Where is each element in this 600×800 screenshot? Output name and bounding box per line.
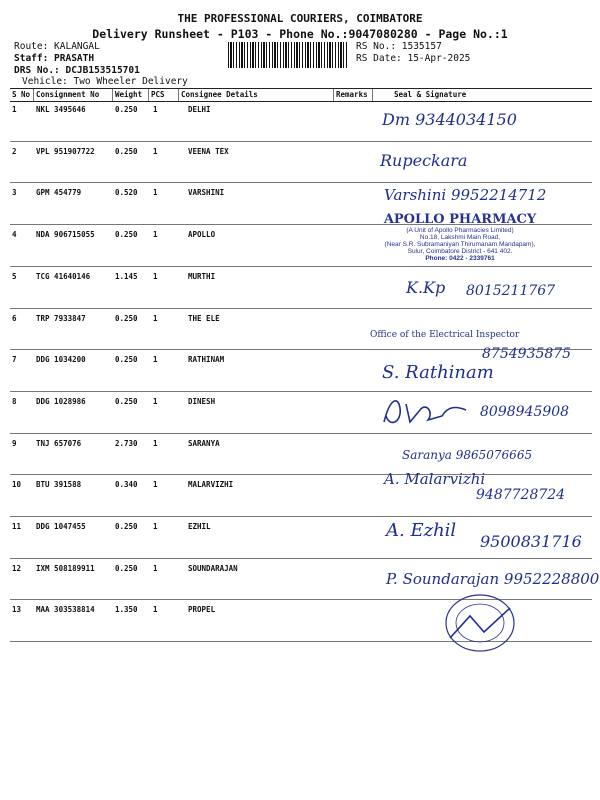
cell-sno: 9 xyxy=(12,439,17,448)
drs-number: DRS No.: DCJB153515701 xyxy=(14,65,140,76)
cell-consignee: THE ELE xyxy=(188,314,220,323)
cell-weight: 0.340 xyxy=(115,480,138,489)
cell-consignment: BTU 391588 xyxy=(36,480,82,489)
cell-sno: 11 xyxy=(12,522,22,531)
cell-pcs: 1 xyxy=(153,355,158,364)
col-divider xyxy=(178,89,179,101)
cell-sno: 6 xyxy=(12,314,17,323)
cell-consignment: NKL 3495646 xyxy=(36,105,86,114)
col-divider xyxy=(333,89,334,101)
barcode xyxy=(228,42,348,68)
cell-consignment: DDG 1047455 xyxy=(36,522,86,531)
cell-pcs: 1 xyxy=(153,522,158,531)
cell-pcs: 1 xyxy=(153,564,158,573)
company-title: THE PROFESSIONAL COURIERS, COIMBATORE xyxy=(177,12,423,25)
cell-weight: 0.250 xyxy=(115,564,138,573)
cell-pcs: 1 xyxy=(153,105,158,114)
col-weight: Weight xyxy=(115,90,143,99)
cell-consignee: DELHI xyxy=(188,105,211,114)
cell-pcs: 1 xyxy=(153,147,158,156)
signature-row-10-name: A. Malarvizhi xyxy=(384,470,486,488)
apollo-stamp-title: APOLLO PHARMACY xyxy=(383,212,537,227)
cell-weight: 0.250 xyxy=(115,314,138,323)
apollo-stamp-line5: Phone: 0422 - 2339761 xyxy=(425,255,495,262)
rs-number: RS No.: 1535157 xyxy=(356,41,442,52)
signature-row-5-name: K.Kp xyxy=(406,278,446,297)
signature-row-12: P. Soundarajan 9952228800 xyxy=(386,570,600,588)
row-separator xyxy=(10,182,592,183)
cell-weight: 0.520 xyxy=(115,188,138,197)
row-separator xyxy=(10,308,592,309)
cell-sno: 4 xyxy=(12,230,17,239)
row-separator xyxy=(10,558,592,559)
col-divider xyxy=(148,89,149,101)
staff: Staff: PRASATH xyxy=(14,53,95,64)
table-header-rule xyxy=(10,101,592,102)
cell-pcs: 1 xyxy=(153,480,158,489)
apollo-stamp-line3: (Near S.R. Subramaniyan Thirumanam Mandapam), xyxy=(384,241,536,248)
col-pcs: PCS xyxy=(151,90,165,99)
col-sno: S No xyxy=(12,90,31,99)
company-seal-stamp xyxy=(440,588,520,658)
cell-weight: 0.250 xyxy=(115,105,138,114)
cell-weight: 0.250 xyxy=(115,147,138,156)
cell-weight: 0.250 xyxy=(115,230,138,239)
cell-weight: 0.250 xyxy=(115,355,138,364)
signature-row-5-phone: 8015211767 xyxy=(466,283,556,299)
col-seal-signature: Seal & Signature xyxy=(394,90,467,99)
cell-weight: 2.730 xyxy=(115,439,138,448)
cell-consignment: TRP 7933847 xyxy=(36,314,86,323)
signature-row-8-scribble xyxy=(376,392,476,432)
cell-consignment: DDG 1034200 xyxy=(36,355,86,364)
cell-consignee: VARSHINI xyxy=(188,188,225,197)
cell-consignee: MALARVIZHI xyxy=(188,480,234,489)
cell-consignee: PROPEL xyxy=(188,605,216,614)
signature-row-8-phone: 8098945908 xyxy=(480,404,570,420)
signature-row-7-phone: 8754935875 xyxy=(482,346,572,362)
cell-sno: 12 xyxy=(12,564,22,573)
cell-pcs: 1 xyxy=(153,314,158,323)
row-separator xyxy=(10,391,592,392)
apollo-pharmacy-stamp xyxy=(360,212,560,262)
electrical-inspector-stamp: Office of the Electrical Inspector xyxy=(370,330,520,340)
cell-sno: 3 xyxy=(12,188,17,197)
signature-row-1: Dm 9344034150 xyxy=(382,110,517,129)
cell-weight: 0.250 xyxy=(115,522,138,531)
cell-consignment: GPM 454779 xyxy=(36,188,82,197)
cell-consignee: APOLLO xyxy=(188,230,216,239)
apollo-stamp-line4: Sulur, Coimbatore District - 641 402. xyxy=(407,248,513,255)
cell-pcs: 1 xyxy=(153,188,158,197)
signature-row-3: Varshini 9952214712 xyxy=(384,186,547,204)
cell-consignee: SOUNDARAJAN xyxy=(188,564,238,573)
vehicle: Vehicle: Two Wheeler Delivery xyxy=(22,76,188,87)
row-separator xyxy=(10,474,592,475)
cell-consignment: DDG 1028986 xyxy=(36,397,86,406)
cell-weight: 1.350 xyxy=(115,605,138,614)
cell-consignee: EZHIL xyxy=(188,522,211,531)
cell-pcs: 1 xyxy=(153,439,158,448)
cell-consignment: VPL 951907722 xyxy=(36,147,95,156)
row-separator xyxy=(10,516,592,517)
cell-pcs: 1 xyxy=(153,272,158,281)
cell-consignee: DINESH xyxy=(188,397,216,406)
runsheet-subtitle: Delivery Runsheet - P103 - Phone No.:9047080280 - Page No.:1 xyxy=(92,27,508,41)
col-divider xyxy=(372,89,373,101)
cell-consignee: SARANYA xyxy=(188,439,220,448)
cell-pcs: 1 xyxy=(153,230,158,239)
cell-sno: 1 xyxy=(12,105,17,114)
col-remarks: Remarks xyxy=(336,90,368,99)
cell-consignment: TCG 41640146 xyxy=(36,272,91,281)
cell-weight: 0.250 xyxy=(115,397,138,406)
cell-pcs: 1 xyxy=(153,397,158,406)
cell-consignment: IXM 508189911 xyxy=(36,564,95,573)
signature-row-10-phone: 9487728724 xyxy=(476,487,566,503)
col-consignee: Consignee Details xyxy=(181,90,258,99)
col-consignment: Consignment No xyxy=(36,90,100,99)
signature-row-7-name: S. Rathinam xyxy=(382,362,494,383)
signature-row-11-name: A. Ezhil xyxy=(386,520,457,541)
cell-consignee: RATHINAM xyxy=(188,355,225,364)
cell-weight: 1.145 xyxy=(115,272,138,281)
cell-consignment: MAA 303538814 xyxy=(36,605,95,614)
row-separator xyxy=(10,433,592,434)
col-divider xyxy=(33,89,34,101)
route: Route: KALANGAL xyxy=(14,41,100,52)
cell-consignee: VEENA TEX xyxy=(188,147,229,156)
signature-row-11-phone: 9500831716 xyxy=(480,532,582,551)
cell-sno: 7 xyxy=(12,355,17,364)
cell-sno: 13 xyxy=(12,605,22,614)
apollo-stamp-line1: (A Unit of Apollo Pharmacies Limited) xyxy=(406,227,514,234)
row-separator xyxy=(10,266,592,267)
rs-date: RS Date: 15-Apr-2025 xyxy=(356,53,471,64)
cell-sno: 5 xyxy=(12,272,17,281)
cell-sno: 2 xyxy=(12,147,17,156)
signature-row-2: Rupeckara xyxy=(380,151,468,170)
cell-consignment: NDA 906715055 xyxy=(36,230,95,239)
cell-consignee: MURTHI xyxy=(188,272,216,281)
cell-sno: 10 xyxy=(12,480,22,489)
table-top-rule xyxy=(10,88,592,89)
cell-pcs: 1 xyxy=(153,605,158,614)
col-divider xyxy=(112,89,113,101)
cell-consignment: TNJ 657076 xyxy=(36,439,82,448)
signature-row-9: Saranya 9865076665 xyxy=(402,448,533,462)
apollo-stamp-line2: No.18, Lakshmi Main Road, xyxy=(419,234,501,241)
row-separator xyxy=(10,141,592,142)
cell-sno: 8 xyxy=(12,397,17,406)
